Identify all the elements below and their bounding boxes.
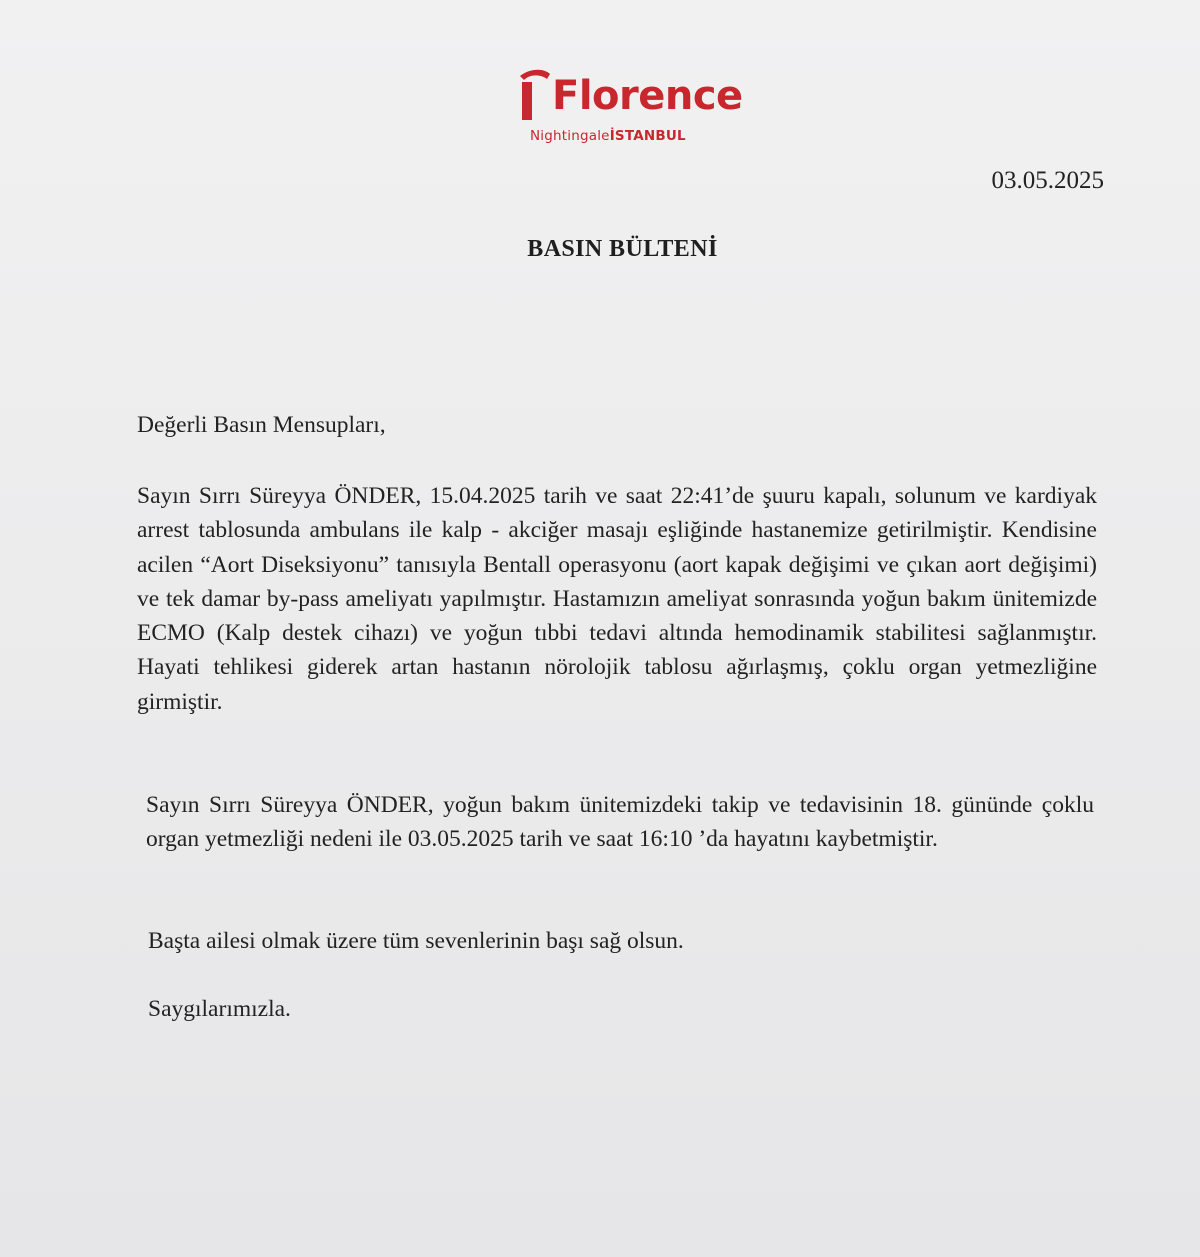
salutation: Değerli Basın Mensupları,	[137, 412, 386, 438]
hospital-logo	[512, 66, 742, 156]
logo-subtitle	[530, 127, 686, 145]
paragraph-1: Sayın Sırrı Süreyya ÖNDER, 15.04.2025 tarih ve saat 22:41’de şuuru kapalı, solunum ve kardiyak arrest tablosunda ambulans ile kalp - akciğer masajı eşliğinde hastanemize getirilmiştir. Kendisine acilen “Aort Diseksiyonu” tanısıyla Bentall operasyonu (aort kapak değişimi ve çıkan aort değişimi) ve tek damar by-pass ameliyatı yapılmıştır. Hastamızın ameliyat sonrasında yoğun bakım ünitemizde ECMO (Kalp destek cihazı) ve yoğun tıbbi tedavi altında hemodinamik stabilitesi sağlanmıştır. Hayati tehlikesi giderek artan hastanın nörolojik tablosu ağırlaşmış, çoklu organ yetmezliğine girmiştir.	[137, 483, 1097, 715]
logo-subtitle-bold: İSTANBUL	[609, 128, 686, 144]
document-title: BASIN BÜLTENİ	[527, 236, 718, 262]
paragraph-2: Sayın Sırrı Süreyya ÖNDER, yoğun bakım ünitemizdeki takip ve tedavisinin 18. gününde çoklu organ yetmezliği nedeni ile 03.05.2025 tarih ve saat 16:10 ’da hayatını kaybetmiştir.	[146, 792, 1094, 853]
logo-mark-icon	[512, 66, 554, 124]
logo-subtitle-regular: Nightingale	[530, 128, 610, 144]
closing: Saygılarımızla.	[148, 996, 291, 1022]
paragraph-3: Başta ailesi olmak üzere tüm sevenlerinin başı sağ olsun.	[148, 928, 684, 954]
document-date: 03.05.2025	[991, 167, 1104, 194]
logo-wordmark: Florence	[552, 73, 743, 119]
